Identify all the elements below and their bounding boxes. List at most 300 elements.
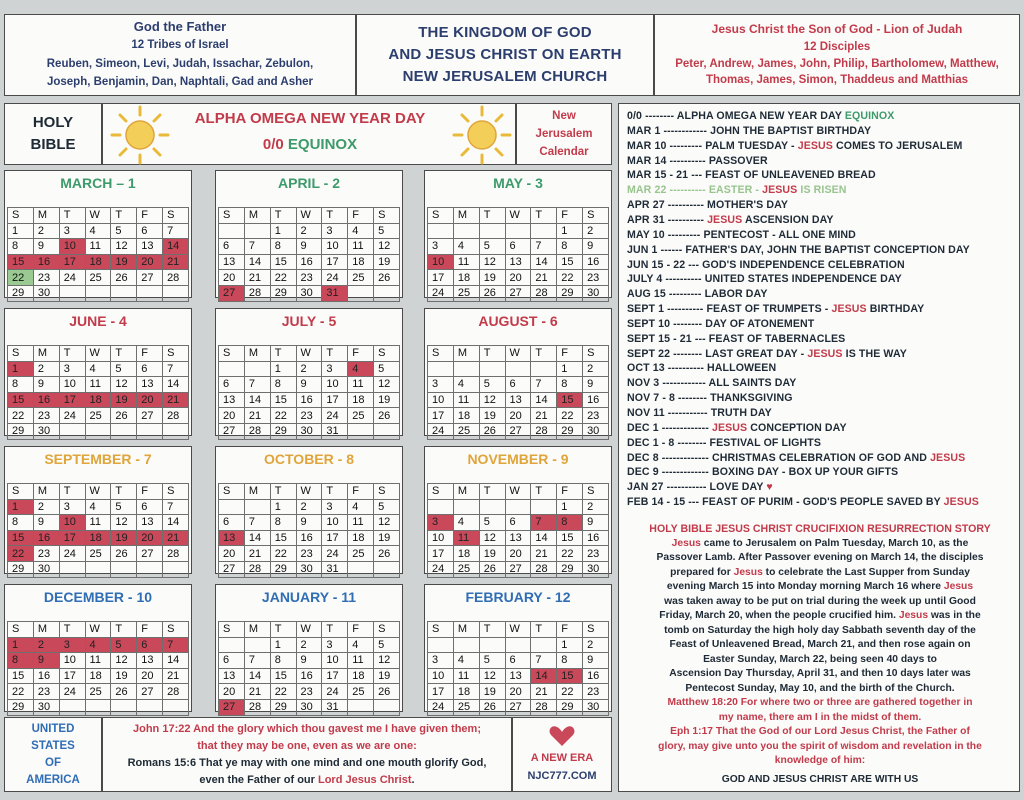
day-cell: 22 bbox=[557, 546, 583, 562]
day-cell: 2 bbox=[33, 223, 59, 239]
event-row bbox=[627, 140, 962, 152]
weekday-header: T bbox=[59, 484, 85, 500]
weekday-header: M bbox=[33, 208, 59, 224]
weekday-header: T bbox=[479, 484, 505, 500]
day-cell: 10 bbox=[59, 239, 85, 255]
month-9 bbox=[424, 446, 612, 574]
calendar-name-box bbox=[516, 103, 612, 165]
day-cell bbox=[59, 423, 85, 439]
day-cell: 2 bbox=[296, 223, 322, 239]
story-text: Jesus bbox=[943, 581, 974, 592]
day-cell: 5 bbox=[374, 499, 400, 515]
day-cell: 22 bbox=[270, 270, 296, 286]
event-row bbox=[627, 288, 768, 300]
day-cell: 19 bbox=[374, 530, 400, 546]
event-row bbox=[627, 407, 772, 419]
day-cell: 22 bbox=[8, 270, 34, 286]
day-cell: 20 bbox=[219, 270, 245, 286]
day-cell: 29 bbox=[270, 285, 296, 301]
day-cell: 7 bbox=[244, 377, 270, 393]
event-row bbox=[627, 362, 776, 374]
event-text: NOV 11 ----------- TRUTH DAY bbox=[627, 407, 772, 419]
weekday-header: F bbox=[137, 208, 163, 224]
day-cell: 9 bbox=[33, 515, 59, 531]
day-cell: 26 bbox=[479, 561, 505, 577]
day-cell: 16 bbox=[583, 530, 609, 546]
verse-line-1: John 17:22 And the glory which thou gavest me I have given them; bbox=[133, 722, 481, 735]
day-cell: 16 bbox=[33, 254, 59, 270]
day-cell: 28 bbox=[531, 561, 557, 577]
weekday-header: M bbox=[244, 622, 270, 638]
day-cell bbox=[163, 285, 189, 301]
day-cell: 8 bbox=[557, 239, 583, 255]
weekday-header: W bbox=[505, 484, 531, 500]
day-cell: 29 bbox=[557, 699, 583, 715]
day-cell: 24 bbox=[428, 561, 454, 577]
event-row bbox=[627, 184, 847, 196]
day-cell: 27 bbox=[137, 684, 163, 700]
weekday-header: F bbox=[348, 208, 374, 224]
event-row bbox=[627, 466, 898, 478]
day-cell: 27 bbox=[219, 561, 245, 577]
day-cell: 28 bbox=[244, 285, 270, 301]
day-cell: 17 bbox=[322, 254, 348, 270]
new-era-box bbox=[512, 717, 612, 792]
story-line bbox=[627, 773, 1013, 788]
weekday-header: S bbox=[374, 346, 400, 362]
day-cell: 16 bbox=[296, 530, 322, 546]
event-row bbox=[627, 496, 979, 508]
day-cell: 12 bbox=[374, 653, 400, 669]
weekday-header: T bbox=[322, 208, 348, 224]
month-8 bbox=[215, 446, 403, 574]
day-cell: 18 bbox=[348, 530, 374, 546]
month-1 bbox=[4, 170, 192, 298]
day-cell: 11 bbox=[453, 392, 479, 408]
verse-line-4a: even the Father of our bbox=[199, 773, 318, 786]
event-text: BIRTHDAY bbox=[866, 303, 925, 316]
day-cell bbox=[348, 561, 374, 577]
day-cell: 2 bbox=[33, 637, 59, 653]
day-cell: 13 bbox=[137, 653, 163, 669]
day-cell: 6 bbox=[505, 515, 531, 531]
day-cell: 1 bbox=[270, 637, 296, 653]
day-cell: 21 bbox=[531, 270, 557, 286]
month-4 bbox=[4, 308, 192, 436]
story-line bbox=[627, 609, 1013, 624]
day-cell: 3 bbox=[428, 239, 454, 255]
day-cell: 13 bbox=[137, 239, 163, 255]
weekday-header: T bbox=[111, 484, 137, 500]
day-cell: 5 bbox=[111, 361, 137, 377]
day-cell: 16 bbox=[583, 668, 609, 684]
weekday-header: W bbox=[296, 622, 322, 638]
day-cell: 7 bbox=[163, 223, 189, 239]
day-cell: 18 bbox=[453, 684, 479, 700]
story-text: to celebrate the Last Supper from Sunday bbox=[762, 566, 970, 578]
event-row bbox=[627, 437, 821, 449]
event-text: ASCENSION DAY bbox=[742, 213, 834, 226]
day-cell: 21 bbox=[244, 546, 270, 562]
month-title: JUNE - 4 bbox=[69, 313, 127, 329]
day-cell: 19 bbox=[479, 270, 505, 286]
day-cell: 11 bbox=[348, 515, 374, 531]
day-cell: 2 bbox=[583, 361, 609, 377]
day-cell: 17 bbox=[322, 668, 348, 684]
story-text: glory, may give unto you the spirit of wisdom and revelation in the bbox=[658, 740, 982, 752]
story-text: Feast of Unleavened Bread, March 21, and then rose again on bbox=[669, 639, 971, 650]
weekday-header: S bbox=[219, 484, 245, 500]
weekday-header: T bbox=[322, 622, 348, 638]
day-cell: 27 bbox=[137, 270, 163, 286]
day-cell: 21 bbox=[531, 546, 557, 562]
day-cell: 11 bbox=[348, 239, 374, 255]
day-cell: 30 bbox=[296, 699, 322, 715]
day-cell: 1 bbox=[8, 361, 34, 377]
day-cell: 11 bbox=[453, 254, 479, 270]
event-text: JUN 15 - 22 --- GOD'S INDEPENDENCE CELEBRATION bbox=[627, 258, 905, 271]
heart-icon bbox=[549, 725, 575, 747]
weekday-header: T bbox=[322, 484, 348, 500]
day-cell: 26 bbox=[111, 546, 137, 562]
day-cell bbox=[453, 223, 479, 239]
day-cell bbox=[348, 699, 374, 715]
weekday-header: F bbox=[557, 346, 583, 362]
day-cell: 24 bbox=[322, 408, 348, 424]
weekday-header: W bbox=[505, 622, 531, 638]
day-cell: 1 bbox=[8, 637, 34, 653]
weekday-header: S bbox=[583, 208, 609, 224]
event-row bbox=[627, 348, 907, 360]
day-cell: 29 bbox=[8, 699, 34, 715]
story-line bbox=[627, 711, 1013, 726]
day-cell: 10 bbox=[428, 668, 454, 684]
day-cell: 13 bbox=[219, 254, 245, 270]
day-cell: 4 bbox=[453, 377, 479, 393]
day-cell bbox=[163, 423, 189, 439]
weekday-header: S bbox=[8, 484, 34, 500]
day-cell: 9 bbox=[583, 515, 609, 531]
day-cell: 24 bbox=[59, 270, 85, 286]
day-cell: 8 bbox=[270, 377, 296, 393]
day-cell: 20 bbox=[137, 254, 163, 270]
day-cell: 19 bbox=[111, 530, 137, 546]
event-row bbox=[627, 377, 796, 389]
day-cell: 16 bbox=[296, 254, 322, 270]
month-title: SEPTEMBER - 7 bbox=[44, 451, 152, 467]
day-cell: 3 bbox=[322, 499, 348, 515]
day-cell bbox=[479, 499, 505, 515]
weekday-header: M bbox=[244, 346, 270, 362]
day-cell: 6 bbox=[505, 653, 531, 669]
weekday-header: W bbox=[296, 346, 322, 362]
day-cell: 25 bbox=[85, 546, 111, 562]
weekday-header: S bbox=[163, 208, 189, 224]
weekday-header: F bbox=[348, 622, 374, 638]
event-row bbox=[627, 259, 905, 271]
day-cell: 24 bbox=[428, 423, 454, 439]
day-cell: 13 bbox=[219, 668, 245, 684]
day-cell: 12 bbox=[374, 239, 400, 255]
day-cell: 18 bbox=[348, 668, 374, 684]
calendar-name-1: New bbox=[552, 110, 576, 122]
day-cell: 24 bbox=[59, 546, 85, 562]
header-kingdom bbox=[356, 14, 654, 96]
day-cell: 3 bbox=[59, 637, 85, 653]
weekday-header: T bbox=[59, 346, 85, 362]
day-cell bbox=[59, 285, 85, 301]
event-text: DEC 9 ------------- BOXING DAY - BOX UP YOUR GIFTS bbox=[627, 466, 899, 479]
day-cell: 21 bbox=[163, 530, 189, 546]
day-cell: 17 bbox=[59, 392, 85, 408]
day-cell: 8 bbox=[557, 377, 583, 393]
story-line bbox=[627, 580, 1013, 595]
month-days-table bbox=[218, 345, 400, 440]
day-cell: 26 bbox=[374, 546, 400, 562]
day-cell bbox=[453, 637, 479, 653]
weekday-header: S bbox=[428, 346, 454, 362]
weekday-header: T bbox=[479, 208, 505, 224]
event-text: COMES TO JERUSALEM bbox=[832, 139, 963, 152]
event-row bbox=[627, 229, 856, 241]
day-cell: 6 bbox=[505, 239, 531, 255]
banner-title: ALPHA OMEGA NEW YEAR DAY bbox=[194, 110, 426, 127]
event-text: MAR 1 ------------ JOHN THE BAPTIST BIRTHDAY bbox=[627, 124, 872, 137]
weekday-header: T bbox=[111, 208, 137, 224]
story-text: Passover Lamb. After Passover evening on March 14, the disciples bbox=[656, 552, 984, 563]
day-cell: 30 bbox=[296, 423, 322, 439]
event-row bbox=[627, 199, 788, 211]
story-text: evening March 15 into Monday morning March 16 where bbox=[666, 581, 944, 592]
day-cell bbox=[428, 361, 454, 377]
day-cell bbox=[85, 285, 111, 301]
weekday-header: S bbox=[428, 622, 454, 638]
month-title: FEBRUARY - 12 bbox=[465, 589, 571, 605]
day-cell: 4 bbox=[453, 239, 479, 255]
day-cell: 12 bbox=[374, 515, 400, 531]
day-cell: 17 bbox=[428, 408, 454, 424]
day-cell: 1 bbox=[270, 223, 296, 239]
weekday-header: M bbox=[244, 484, 270, 500]
day-cell: 13 bbox=[505, 254, 531, 270]
day-cell: 7 bbox=[531, 653, 557, 669]
day-cell: 27 bbox=[219, 423, 245, 439]
day-cell bbox=[85, 561, 111, 577]
weekday-header: M bbox=[453, 346, 479, 362]
day-cell: 10 bbox=[428, 392, 454, 408]
day-cell: 9 bbox=[296, 653, 322, 669]
weekday-header: T bbox=[479, 346, 505, 362]
weekday-header: W bbox=[85, 208, 111, 224]
story-text: came to Jerusalem on Palm Tuesday, March 10, as the bbox=[700, 537, 969, 549]
month-12 bbox=[424, 584, 612, 712]
day-cell: 12 bbox=[111, 239, 137, 255]
day-cell: 24 bbox=[428, 699, 454, 715]
day-cell: 6 bbox=[219, 239, 245, 255]
day-cell: 29 bbox=[8, 561, 34, 577]
banner-title-box bbox=[102, 103, 516, 165]
day-cell: 5 bbox=[374, 361, 400, 377]
day-cell: 9 bbox=[296, 377, 322, 393]
month-days-table bbox=[427, 345, 609, 440]
day-cell: 26 bbox=[479, 699, 505, 715]
day-cell: 6 bbox=[505, 377, 531, 393]
day-cell: 12 bbox=[111, 377, 137, 393]
header-left-tribes-1: Reuben, Simeon, Levi, Judah, Issachar, Zebulon, bbox=[46, 58, 314, 70]
day-cell: 8 bbox=[270, 653, 296, 669]
day-cell bbox=[163, 699, 189, 715]
event-text: NOV 3 ------------ ALL SAINTS DAY bbox=[627, 377, 797, 390]
day-cell: 23 bbox=[296, 684, 322, 700]
day-cell: 23 bbox=[33, 270, 59, 286]
day-cell: 2 bbox=[296, 499, 322, 515]
header-disciples bbox=[654, 14, 1020, 96]
day-cell bbox=[244, 361, 270, 377]
day-cell bbox=[111, 561, 137, 577]
day-cell: 8 bbox=[270, 239, 296, 255]
weekday-header: W bbox=[85, 484, 111, 500]
day-cell: 18 bbox=[348, 254, 374, 270]
day-cell: 27 bbox=[137, 408, 163, 424]
story-heading: HOLY BIBLE JESUS CHRIST CRUCIFIXION RESURRECTION STORY bbox=[649, 523, 991, 535]
usa-line-3: OF bbox=[45, 756, 61, 769]
month-10 bbox=[4, 584, 192, 712]
weekday-header: T bbox=[111, 622, 137, 638]
day-cell bbox=[163, 561, 189, 577]
day-cell bbox=[348, 285, 374, 301]
event-text: SEPT 22 -------- LAST GREAT DAY - bbox=[627, 347, 808, 360]
day-cell: 24 bbox=[322, 270, 348, 286]
day-cell: 8 bbox=[8, 515, 34, 531]
event-text: AUG 15 --------- LABOR DAY bbox=[627, 288, 768, 301]
day-cell: 23 bbox=[33, 546, 59, 562]
day-cell: 29 bbox=[270, 423, 296, 439]
day-cell: 16 bbox=[33, 392, 59, 408]
day-cell: 30 bbox=[33, 561, 59, 577]
day-cell: 22 bbox=[270, 546, 296, 562]
day-cell: 20 bbox=[505, 270, 531, 286]
day-cell: 9 bbox=[296, 515, 322, 531]
day-cell: 27 bbox=[219, 285, 245, 301]
weekday-header: M bbox=[33, 346, 59, 362]
month-2 bbox=[215, 170, 403, 298]
story-text: tomb on Saturday the high holy day Sabbath seventh day of the bbox=[664, 624, 976, 636]
month-title: NOVEMBER - 9 bbox=[467, 451, 569, 467]
weekday-header: T bbox=[531, 484, 557, 500]
day-cell: 28 bbox=[244, 699, 270, 715]
header-left-tribes-2: Joseph, Benjamin, Dan, Naphtali, Gad and Asher bbox=[46, 76, 314, 88]
story-line bbox=[627, 551, 1013, 566]
event-text: DEC 1 - 8 -------- FESTIVAL OF LIGHTS bbox=[627, 436, 821, 449]
day-cell: 2 bbox=[583, 223, 609, 239]
weekday-header: W bbox=[85, 622, 111, 638]
day-cell: 29 bbox=[270, 561, 296, 577]
month-title: JANUARY - 11 bbox=[261, 589, 357, 605]
header-right-disciples-2: Thomas, James, Simon, Thaddeus and Matthias bbox=[705, 74, 968, 86]
day-cell: 6 bbox=[219, 377, 245, 393]
event-text: DEC 1 ------------- bbox=[627, 421, 712, 434]
day-cell: 9 bbox=[583, 377, 609, 393]
event-row bbox=[627, 318, 814, 330]
day-cell: 5 bbox=[111, 223, 137, 239]
day-cell bbox=[244, 499, 270, 515]
day-cell: 13 bbox=[137, 377, 163, 393]
day-cell: 7 bbox=[531, 239, 557, 255]
website-link[interactable]: NJC777.COM bbox=[527, 769, 597, 782]
verse-line-4c: . bbox=[411, 773, 415, 786]
day-cell: 16 bbox=[296, 668, 322, 684]
month-days-table bbox=[7, 483, 189, 578]
events-panel bbox=[618, 103, 1020, 792]
day-cell bbox=[531, 361, 557, 377]
day-cell: 7 bbox=[163, 499, 189, 515]
day-cell: 4 bbox=[348, 361, 374, 377]
weekday-header: M bbox=[453, 622, 479, 638]
day-cell: 28 bbox=[531, 423, 557, 439]
day-cell: 7 bbox=[531, 515, 557, 531]
day-cell: 3 bbox=[322, 637, 348, 653]
day-cell: 1 bbox=[557, 361, 583, 377]
day-cell: 21 bbox=[531, 684, 557, 700]
day-cell: 3 bbox=[59, 223, 85, 239]
usa-line-1: UNITED bbox=[31, 722, 75, 735]
event-text: JAN 27 ----------- LOVE DAY bbox=[627, 481, 767, 494]
weekday-header: T bbox=[111, 346, 137, 362]
event-text: EQUINOX bbox=[844, 110, 895, 122]
day-cell bbox=[85, 699, 111, 715]
day-cell: 30 bbox=[33, 423, 59, 439]
day-cell: 23 bbox=[583, 408, 609, 424]
day-cell: 13 bbox=[505, 530, 531, 546]
day-cell: 25 bbox=[348, 270, 374, 286]
month-7 bbox=[4, 446, 192, 574]
event-row bbox=[627, 244, 970, 256]
day-cell: 28 bbox=[244, 561, 270, 577]
event-text: MAR 22 ---------- EASTER - bbox=[627, 184, 763, 197]
month-days-table bbox=[7, 621, 189, 716]
day-cell: 1 bbox=[270, 361, 296, 377]
day-cell: 5 bbox=[111, 637, 137, 653]
story-line bbox=[627, 740, 1013, 755]
day-cell: 2 bbox=[296, 637, 322, 653]
day-cell bbox=[505, 361, 531, 377]
day-cell: 8 bbox=[8, 239, 34, 255]
day-cell: 16 bbox=[33, 530, 59, 546]
day-cell: 3 bbox=[428, 515, 454, 531]
day-cell: 11 bbox=[85, 653, 111, 669]
day-cell: 3 bbox=[59, 499, 85, 515]
day-cell: 10 bbox=[428, 530, 454, 546]
day-cell: 18 bbox=[85, 392, 111, 408]
month-title: APRIL - 2 bbox=[278, 175, 340, 191]
story-line bbox=[627, 537, 1013, 552]
day-cell: 13 bbox=[219, 392, 245, 408]
story-line bbox=[627, 653, 1013, 668]
day-cell: 15 bbox=[557, 668, 583, 684]
day-cell: 10 bbox=[59, 653, 85, 669]
weekday-header: T bbox=[270, 208, 296, 224]
day-cell bbox=[348, 423, 374, 439]
day-cell: 25 bbox=[453, 285, 479, 301]
weekday-header: T bbox=[531, 208, 557, 224]
month-days-table bbox=[7, 345, 189, 440]
story-line bbox=[627, 725, 1013, 740]
weekday-header: M bbox=[33, 484, 59, 500]
day-cell: 16 bbox=[583, 392, 609, 408]
weekday-header: W bbox=[85, 346, 111, 362]
day-cell: 5 bbox=[479, 239, 505, 255]
day-cell: 14 bbox=[163, 653, 189, 669]
